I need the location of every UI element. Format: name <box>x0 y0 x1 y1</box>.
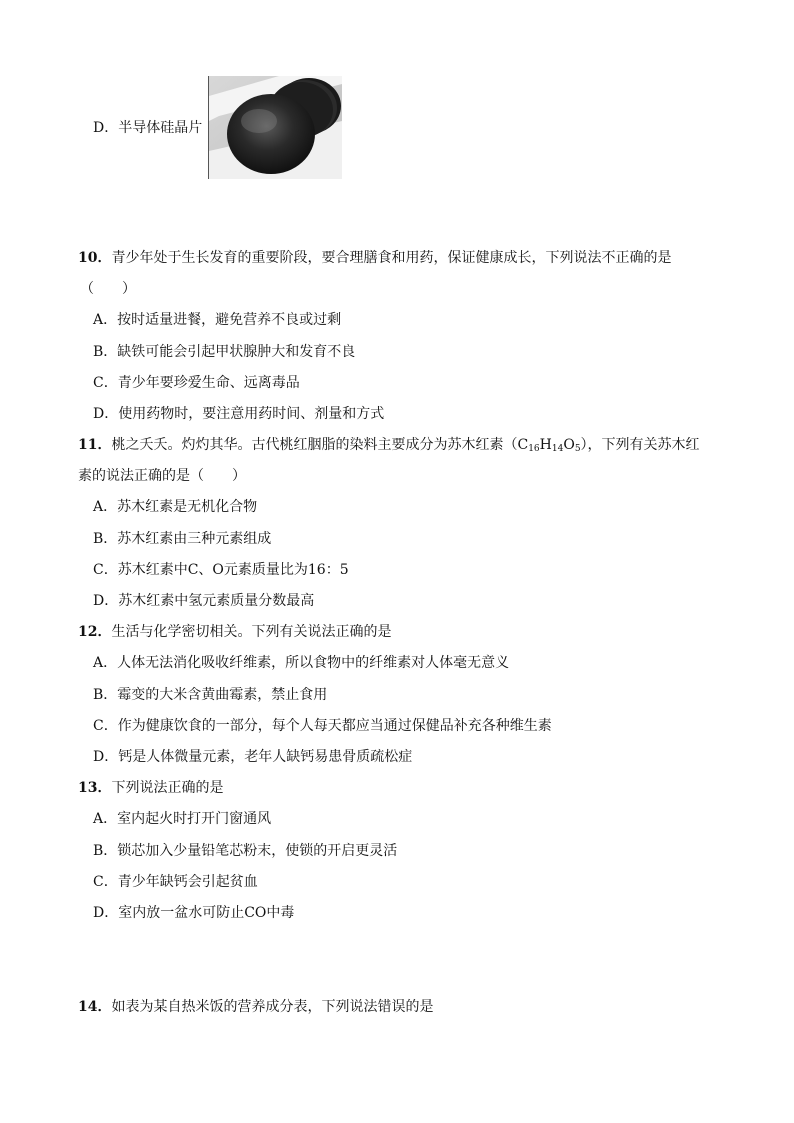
formula-sub-h: 14 <box>551 444 564 454</box>
question-number: 12． <box>78 624 112 640</box>
silicon-wafer-photo <box>208 76 342 179</box>
option-a: A．苏木红素是无机化合物 <box>93 499 258 515</box>
silicon-wafer-image <box>209 76 342 179</box>
question-10-stem <box>78 248 671 268</box>
question-number: 11． <box>78 437 112 453</box>
question-12-stem <box>78 622 391 642</box>
question-14-stem <box>78 997 433 1017</box>
option-a: A．人体无法消化吸收纤维素，所以食物中的纤维素对人体毫无意义 <box>93 655 510 671</box>
option-d: D．使用药物时，要注意用药时间、剂量和方式 <box>93 406 385 422</box>
formula-sub-c: 16 <box>528 444 540 454</box>
option-a: A．室内起火时打开门窗通风 <box>93 811 272 827</box>
question-11-stem <box>78 435 700 455</box>
question-text-pre: 桃之夭夭。灼灼其华。古代桃红胭脂的染料主要成分为苏木红素（C <box>111 437 529 453</box>
option-d-silicon-wafer: D．半导体硅晶片 <box>93 120 203 136</box>
question-text: 如表为某自热米饭的营养成分表，下列说法错误的是 <box>111 999 434 1015</box>
question-10-bracket: （ ） <box>80 281 136 297</box>
option-b: B．缺铁可能会引起甲状腺肿大和发育不良 <box>93 344 356 360</box>
formula-sub-o: 5 <box>574 444 581 454</box>
question-number: 14． <box>78 999 112 1015</box>
option-c: C．苏木红素中C、O元素质量比为16：5 <box>93 562 349 578</box>
option-c: C．作为健康饮食的一部分，每个人每天都应当通过保健品补充各种维生素 <box>93 718 552 734</box>
option-d: D．钙是人体微量元素，老年人缺钙易患骨质疏松症 <box>93 749 413 765</box>
option-c: C．青少年缺钙会引起贫血 <box>93 874 258 890</box>
option-c: C．青少年要珍爱生命、远离毒品 <box>93 375 300 391</box>
option-d: D．苏木红素中氢元素质量分数最高 <box>93 593 315 609</box>
question-text: 下列说法正确的是 <box>111 780 224 796</box>
question-number: 13． <box>78 780 112 796</box>
option-d: D．室内放一盆水可防止CO中毒 <box>93 905 295 921</box>
option-a: A．按时适量进餐，避免营养不良或过剩 <box>93 312 342 328</box>
option-b: B．霉变的大米含黄曲霉素，禁止食用 <box>93 687 328 703</box>
formula-o: O <box>563 437 575 453</box>
question-11-stem-line2: 素的说法正确的是（ ） <box>78 468 246 484</box>
question-13-stem <box>78 778 223 798</box>
question-number: 10． <box>78 250 112 266</box>
question-text: 生活与化学密切相关。下列有关说法正确的是 <box>111 624 392 640</box>
question-text: 青少年处于生长发育的重要阶段，要合理膳食和用药，保证健康成长，下列说法不正确的是 <box>111 250 672 266</box>
option-b: B．锁芯加入少量铅笔芯粉末，使锁的开启更灵活 <box>93 843 398 859</box>
formula-h: H <box>539 437 552 453</box>
option-b: B．苏木红素由三种元素组成 <box>93 531 272 547</box>
question-text-post: ），下列有关苏木红 <box>580 437 700 453</box>
